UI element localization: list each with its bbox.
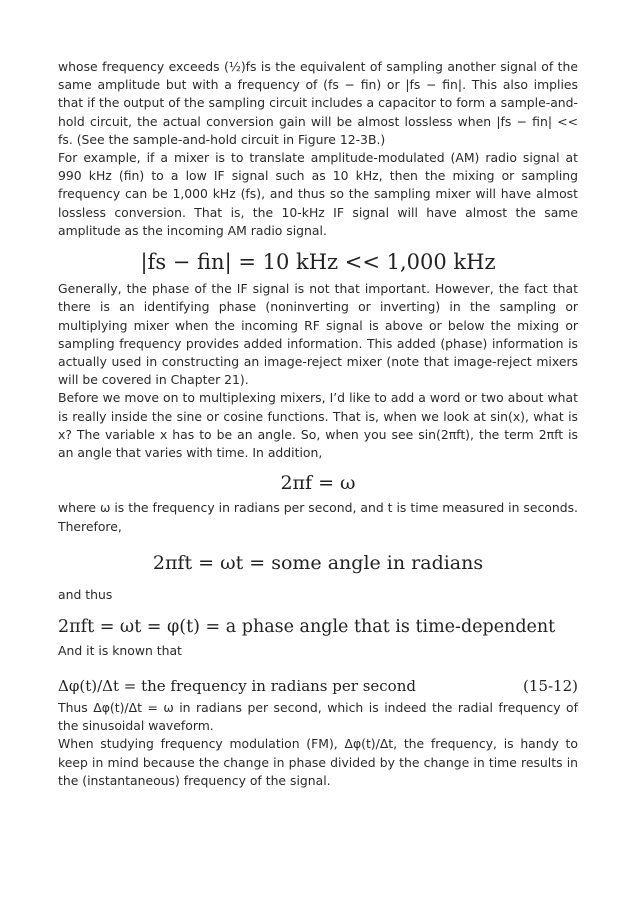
paragraph-known-that: And it is known that	[58, 643, 182, 659]
equation-phase-angle: 2πft = ωt = φ(t) = a phase angle that is time-dependent	[58, 617, 556, 638]
paragraph-if-phase: Generally, the phase of the IF signal is not that important. However, the fact that there is an identifying phase (noninverting or inverting) in the sampling or multiplying mixer when the incoming RF signal is above or below the mixing or sampling frequency provides added information. This added (phase) information is actually used in constructing an image-reject mixer (note that image-reject mixers will be covered in Chapter 21).	[58, 281, 578, 388]
paragraph-radial-frequency: Thus Δφ(t)/Δt = ω in radians per second, which is indeed the radial frequency of the sinusoidal waveform.	[58, 699, 578, 734]
equation-frequency-difference: |fs − fin| = 10 kHz << 1,000 kHz	[140, 250, 496, 275]
paragraph-omega-definition: where ω is the frequency in radians per second, and t is time measured in seconds. Therefore,	[58, 500, 578, 534]
paragraph-am-example: For example, if a mixer is to translate amplitude-modulated (AM) radio signal at 990 kHz (fin) to a low IF signal such as 10 kHz, then the mixing or sampling frequency can be 1,000 kHz (fs), and thus so the sampling mixer will have almost lossless conversion. That is, the 10-kHz IF signal will have almost the same amplitude as the incoming AM radio signal.	[58, 150, 578, 238]
equation-frequency-15-12	[58, 677, 578, 695]
paragraph-fm: When studying frequency modulation (FM), Δφ(t)/Δt, the frequency, is handy to keep in mind because the change in phase divided by the change in time results in the (instantaneous) frequency of the signal.	[58, 736, 578, 788]
paragraph-sine-argument: Before we move on to multiplexing mixers, I’d like to add a word or two about what is really inside the sine or cosine functions. That is, when we look at sin(x), what is x? The variable x has to be an angle. So, when you see sin(2πft), the term 2πft is an angle that varies with time. In addition,	[58, 390, 578, 461]
equation-number: (15-12)	[523, 676, 578, 695]
equation-body: Δφ(t)/Δt = the frequency in radians per second	[58, 676, 416, 695]
document-page	[58, 58, 578, 790]
paragraph-sampling-equivalence: whose frequency exceeds (½)fs is the equivalent of sampling another signal of the same amplitude but with a frequency of (fs − fin) or |fs − fin|. This also implies that if the output of the sampling circuit includes a capacitor to form a sample-and-hold circuit, the actual conversion gain will be almost lossless when |fs − fin| << fs. (See the sample-and-hold circuit in Figure 12-3B.)	[58, 59, 578, 147]
paragraph-and-thus: and thus	[58, 587, 113, 603]
equation-angle: 2πft = ωt = some angle in radians	[152, 551, 484, 574]
equation-omega: 2πf = ω	[280, 472, 356, 495]
